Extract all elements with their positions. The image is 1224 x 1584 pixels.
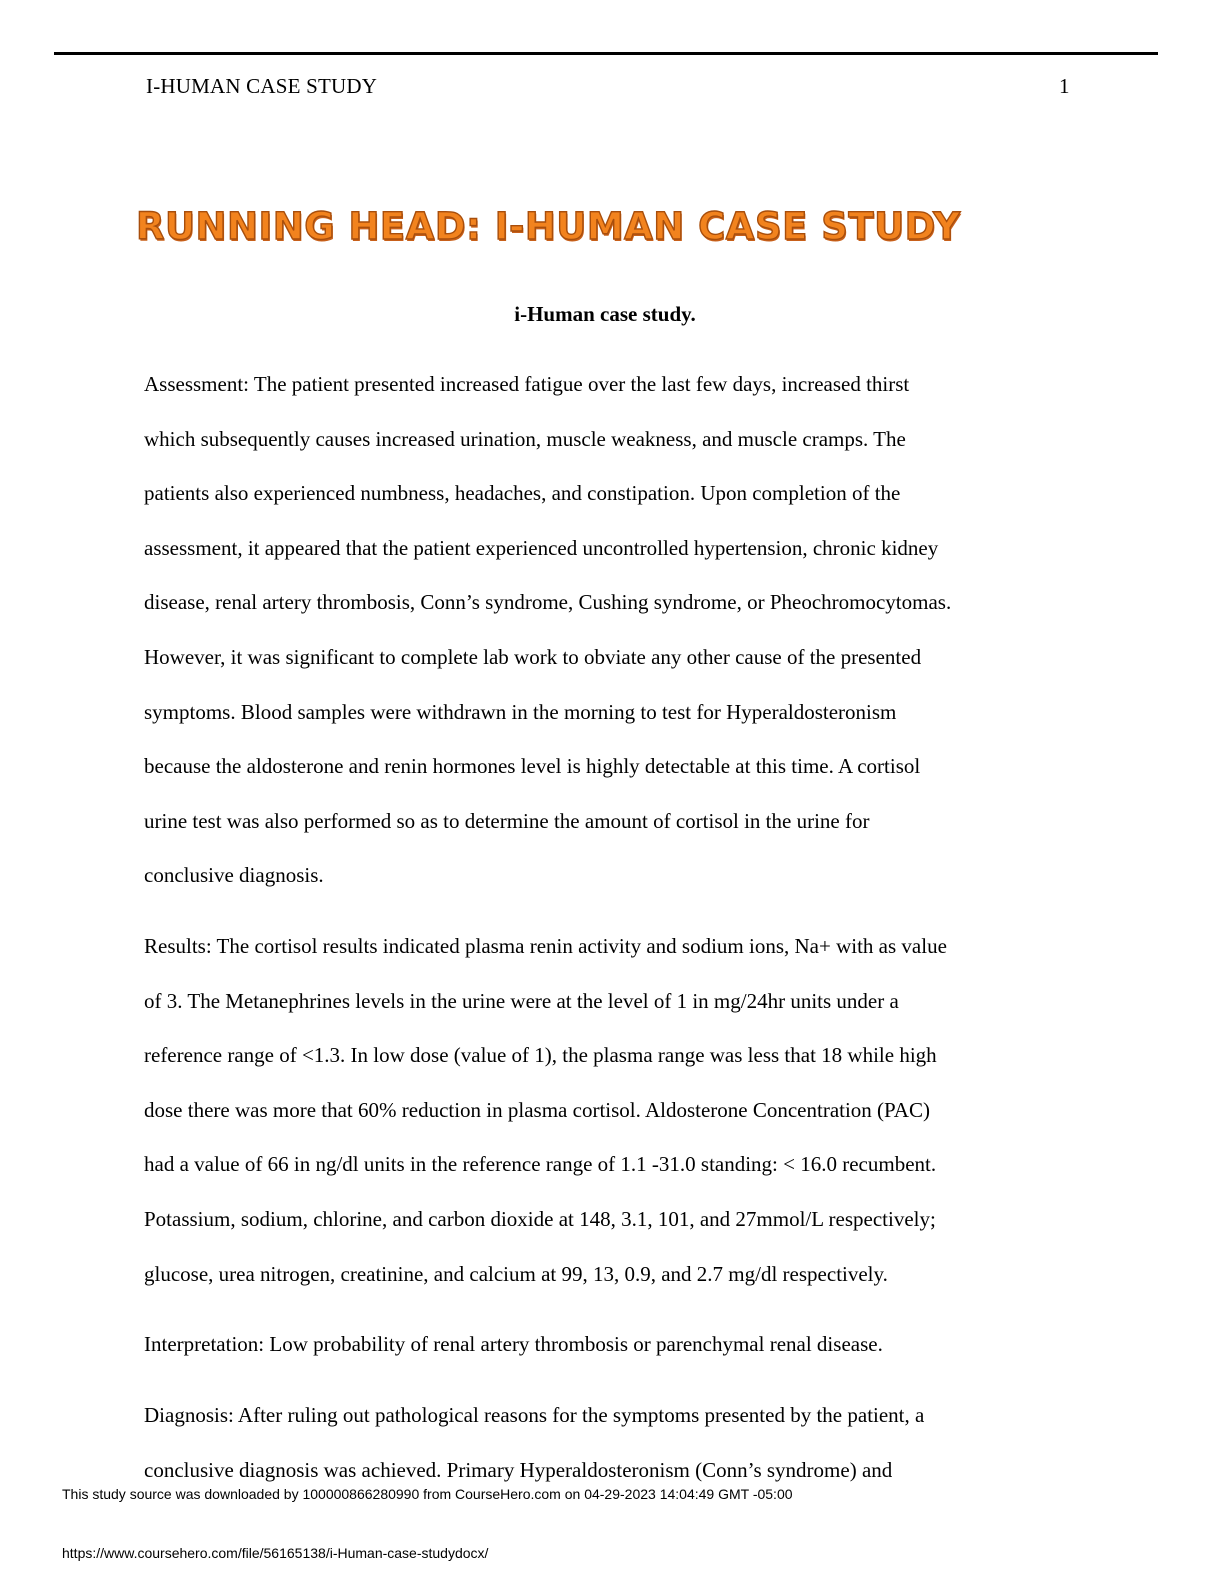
diagnosis-paragraph [144, 1388, 1074, 1497]
paragraph-line: However, it was significant to complete lab work to obviate any other cause of the presented [144, 644, 922, 669]
paragraph-line: symptoms. Blood samples were withdrawn in the morning to test for Hyperaldosteronism [144, 699, 897, 724]
paragraph-line: Results: The cortisol results indicated plasma renin activity and sodium ions, Na+ with as value [144, 934, 947, 958]
paragraph-line: glucose, urea nitrogen, creatinine, and calcium at 99, 13, 0.9, and 2.7 mg/dl respectively. [144, 1261, 888, 1286]
paragraph-line: Diagnosis: After ruling out pathological reasons for the symptoms presented by the patient, a [144, 1403, 925, 1427]
paragraph-line: Assessment: The patient presented increased fatigue over the last few days, increased thirst [144, 372, 910, 396]
interpretation-paragraph [144, 1317, 1074, 1372]
paragraph-line: Interpretation: Low probability of renal artery thrombosis or parenchymal renal disease. [144, 1332, 883, 1356]
paragraph-line: conclusive diagnosis. [144, 863, 324, 888]
paragraph-line: Potassium, sodium, chlorine, and carbon dioxide at 148, 3.1, 101, and 27mmol/L respectively; [144, 1206, 936, 1231]
paragraph-line: patients also experienced numbness, headaches, and constipation. Upon completion of the [144, 481, 901, 506]
paragraph-line: because the aldosterone and renin hormones level is highly detectable at this time. A cortisol [144, 754, 921, 779]
results-paragraph [144, 919, 1074, 1301]
paragraph-line: conclusive diagnosis was achieved. Primary Hyperaldosteronism (Conn’s syndrome) and [144, 1457, 893, 1482]
running-head-banner: RUNNING HEAD: I-HUMAN CASE STUDY [136, 205, 961, 248]
paragraph-line: dose there was more that 60% reduction in plasma cortisol. Aldosterone Concentration (PAC) [144, 1097, 930, 1122]
paragraph-line: assessment, it appeared that the patient experienced uncontrolled hypertension, chronic kidney [144, 535, 939, 560]
page-number: 1 [1059, 74, 1070, 98]
paragraph-line: of 3. The Metanephrines levels in the urine were at the level of 1 in mg/24hr units under a [144, 988, 899, 1013]
paragraph-line: reference range of <1.3. In low dose (value of 1), the plasma range was less that 18 while high [144, 1043, 937, 1068]
download-source-notice: This study source was downloaded by 100000866280990 from CourseHero.com on 04-29-2023 14:04:49 GMT -05:00 [62, 1486, 793, 1502]
paragraph-line: urine test was also performed so as to determine the amount of cortisol in the urine for [144, 808, 870, 833]
source-url-link[interactable]: https://www.coursehero.com/file/56165138/i-Human-case-studydocx/ [62, 1545, 489, 1561]
running-header: I-HUMAN CASE STUDY [146, 74, 378, 98]
assessment-paragraph [144, 357, 1074, 903]
header-rule [54, 52, 1158, 55]
paragraph-line: which subsequently causes increased urination, muscle weakness, and muscle cramps. The [144, 426, 906, 451]
paragraph-line: disease, renal artery thrombosis, Conn’s syndrome, Cushing syndrome, or Pheochromocytomas. [144, 590, 952, 615]
paragraph-line: had a value of 66 in ng/dl units in the reference range of 1.1 -31.0 standing: < 16.0 recumbent. [144, 1152, 937, 1177]
document-title: i-Human case study. [514, 302, 696, 326]
